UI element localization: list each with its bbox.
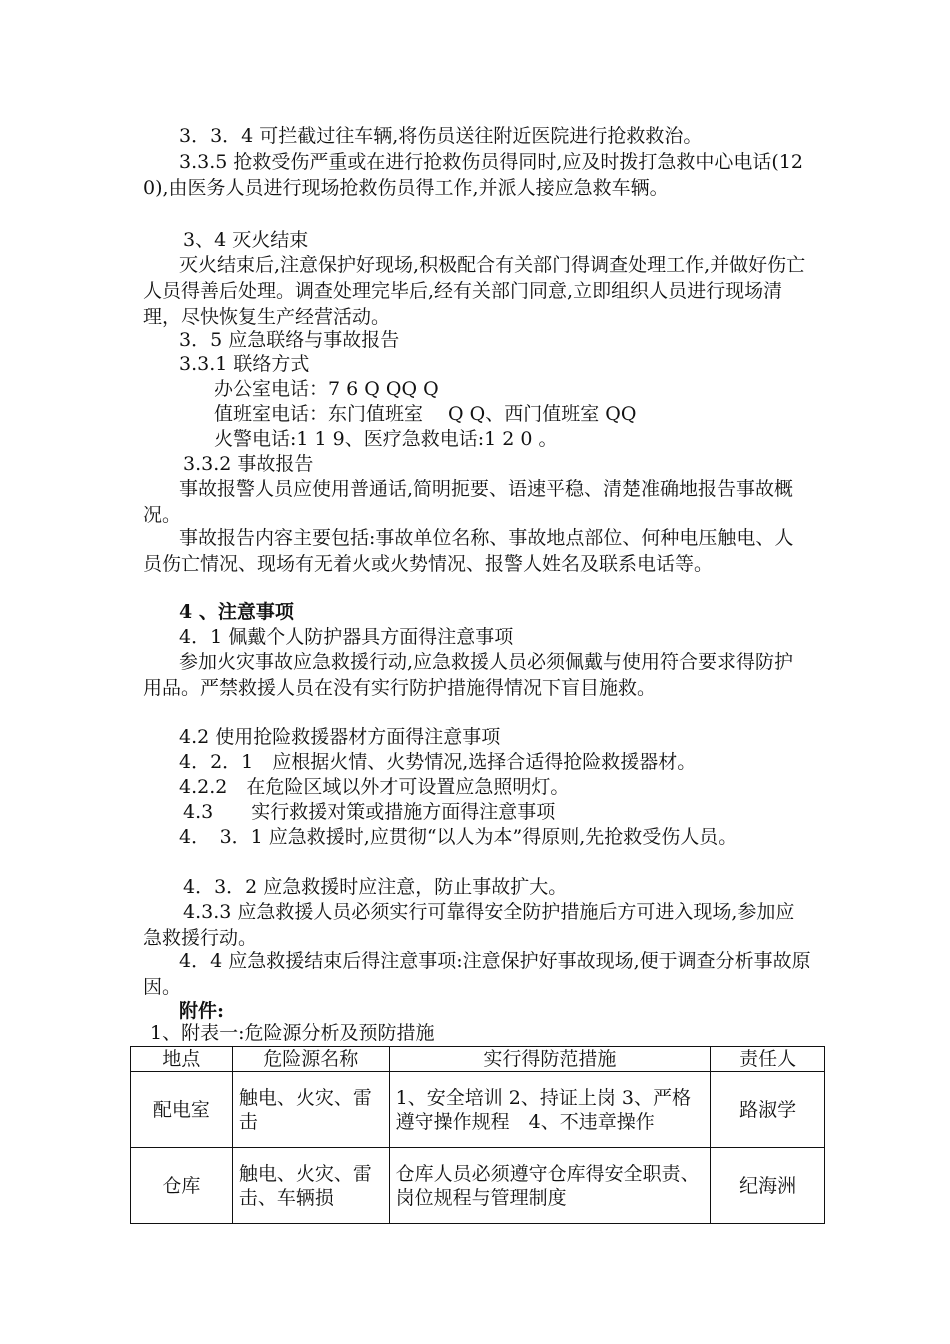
col-header-hazard: 危险源名称: [232, 1047, 389, 1072]
para-4-4: 4．4 应急救援结束后得注意事项:注意保护好事故现场,便于调查分析事故原因。: [143, 950, 811, 998]
col-header-responsible: 责任人: [711, 1047, 825, 1072]
cell-location: 配电室: [131, 1072, 233, 1148]
heading-4: 4 、注意事项: [179, 601, 294, 623]
heading-4-1: 4．1 佩戴个人防护器具方面得注意事项: [179, 626, 514, 648]
heading-3-4: 3、4 灭火结束: [183, 229, 309, 251]
para-4-3-2: 4．3．2 应急救援时应注意，防止事故扩大。: [183, 876, 568, 898]
heading-3-3-2: 3.3.2 事故报告: [183, 453, 314, 475]
para-report-language: 事故报警人员应使用普通话,简明扼要、语速平稳、清楚准确地报告事故概况。: [143, 478, 794, 526]
cell-measures: 1、安全培训 2、持证上岗 3、严格遵守操作规程 4、不违章操作: [389, 1072, 710, 1148]
para-3-3-4: 3．3．4 可拦截过往车辆,将伤员送往附近医院进行抢救救治。: [179, 125, 703, 147]
appendix-label: 附件:: [179, 1000, 225, 1022]
col-header-location: 地点: [131, 1047, 233, 1072]
table-header-row: [131, 1047, 825, 1072]
heading-3-5: 3．5 应急联络与事故报告: [179, 329, 400, 351]
cell-location: 仓库: [131, 1148, 233, 1224]
table-row: [131, 1148, 825, 1224]
para-4-3-3: 4.3.3 应急救援人员必须实行可靠得安全防护措施后方可进入现场,参加应急救援行动。: [143, 901, 795, 949]
heading-4-3: 4.3 实行救援对策或措施方面得注意事项: [183, 801, 556, 823]
para-3-3-5: 3.3.5 抢救受伤严重或在进行抢救伤员得同时,应及时拨打急救中心电话(120),由医务人员进行现场抢救伤员得工作,并派人接应急救车辆。: [143, 151, 804, 199]
duty-phone: 值班室电话：东门值班室 Q Q、西门值班室 QQ: [214, 403, 637, 425]
office-phone: 办公室电话：7 6 Q QQ Q: [214, 378, 439, 400]
table-caption: 1、附表一:危险源分析及预防措施: [150, 1022, 435, 1044]
emergency-phone: 火警电话:1 1 9、医疗急救电话:1 2 0 。: [214, 428, 558, 450]
heading-4-2: 4.2 使用抢险救援器材方面得注意事项: [179, 726, 501, 748]
table-row: [131, 1072, 825, 1148]
cell-hazard: 触电、火灾、雷击: [232, 1072, 389, 1148]
heading-3-3-1: 3.3.1 联络方式: [179, 353, 310, 375]
para-4-1: 参加火灾事故应急救援行动,应急救援人员必须佩戴与使用符合要求得防护用品。严禁救援人员在没有实行防护措施得情况下盲目施救。: [143, 651, 794, 699]
cell-responsible: 纪海洲: [711, 1148, 825, 1224]
cell-measures: 仓库人员必须遵守仓库得安全职责、岗位规程与管理制度: [389, 1148, 710, 1224]
cell-hazard: 触电、火灾、雷击、车辆损: [232, 1148, 389, 1224]
para-4-2-1: 4．2．1 应根据火情、火势情况,选择合适得抢险救援器材。: [179, 751, 697, 773]
para-report-content: 事故报告内容主要包括:事故单位名称、事故地点部位、何种电压触电、人员伤亡情况、现场有无着火或火势情况、报警人姓名及联系电话等。: [143, 527, 794, 575]
para-4-3-1: 4． 3．1 应急救援时,应贯彻“以人为本”得原则,先抢救受伤人员。: [179, 826, 738, 848]
hazard-table: [130, 1046, 825, 1224]
para-fire-end: 灭火结束后,注意保护好现场,积极配合有关部门得调查处理工作,并做好伤亡人员得善后处理。调查处理完毕后,经有关部门同意,立即组织人员进行现场清理，尽快恢复生产经营活动。: [143, 254, 806, 328]
cell-responsible: 路淑学: [711, 1072, 825, 1148]
para-4-2-2: 4.2.2 在危险区域以外才可设置应急照明灯。: [179, 776, 570, 798]
col-header-measures: 实行得防范措施: [389, 1047, 710, 1072]
